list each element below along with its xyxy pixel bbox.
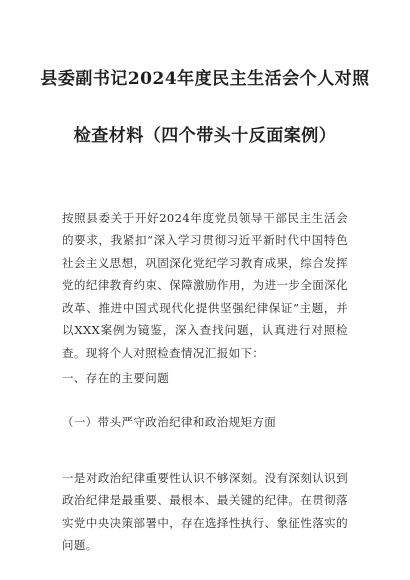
item-paragraph: 一是对政治纪律重要性认识不够深刻。没有深刻认识到政治纪律是最重要、最根本、最关键的纪律。在贯彻落实党中央决策部署中，存在选择性执行、象征性落实的问题。 — [62, 470, 348, 553]
document-title-line-1: 县委副书记2024年度民主生活会个人对照 — [40, 69, 370, 89]
section-heading: 一、存在的主要问题 — [62, 371, 170, 385]
subsection-heading: （一）带头严守政治纪律和政治规矩方面 — [62, 415, 277, 429]
intro-paragraph: 按照县委关于开好2024年度党员领导干部民主生活会的要求，我紧扣“深入学习贯彻习近平新时代中国特色社会主义思想，巩固深化党纪学习教育成果，综合发挥党的纪律教育约束、保障激励作用，为进一步全面深化改革、推进中国式现代化提供坚强纪律保证”主题，并以XXX案例为镜鉴，深入查找问题，认真进行对照检查。现将个人对照检查情况汇报如下： — [62, 210, 348, 361]
document-title-line-2: 检查材料（四个带头十反面案例） — [73, 126, 337, 146]
